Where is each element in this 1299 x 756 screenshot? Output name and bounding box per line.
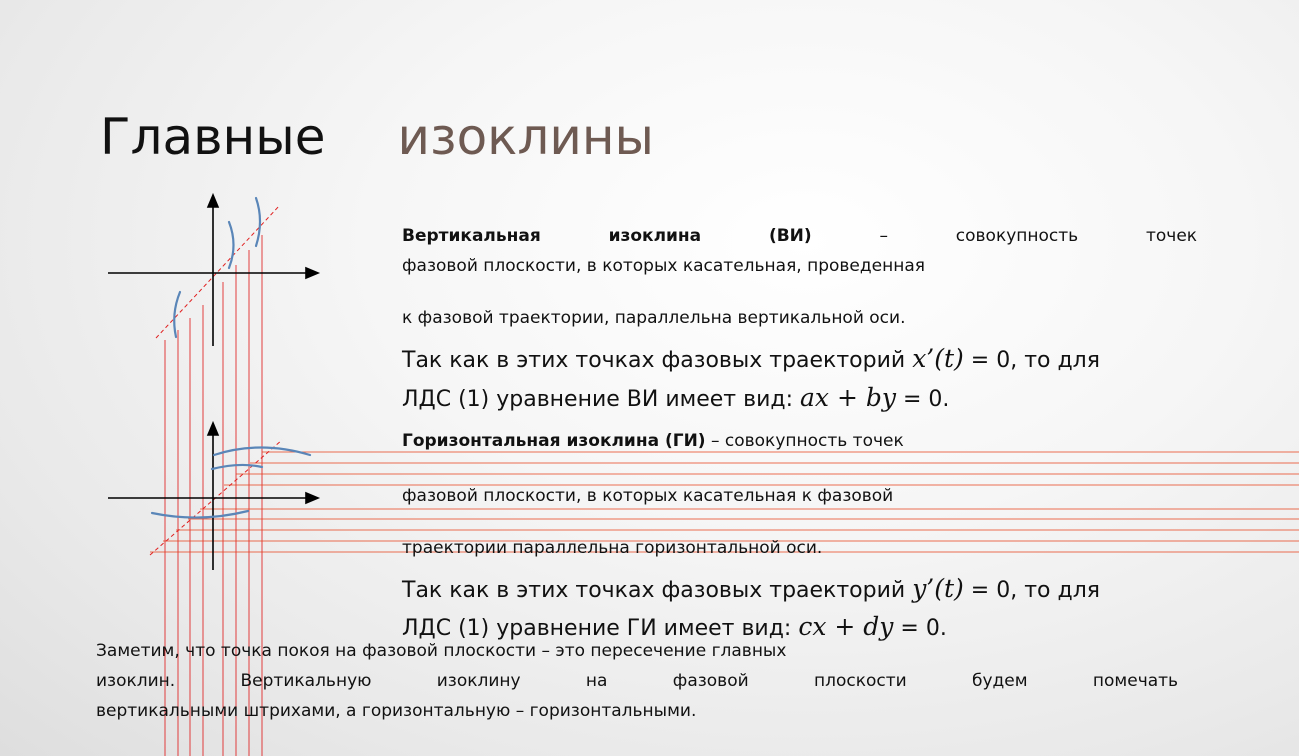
gi-eq2-math: cx + dy	[798, 612, 894, 641]
gi-eq1-end: = 0, то для	[963, 578, 1100, 603]
vi-eq1-end: = 0, то для	[963, 348, 1100, 373]
gi-equation-line-2	[402, 612, 947, 641]
vi-term-word-1: Вертикальная	[402, 226, 541, 246]
note-word-3: изоклину	[436, 671, 521, 691]
note-line-3: вертикальными штрихами, а горизонтальную – горизонтальными.	[96, 701, 697, 721]
gi-term-rest: – совокупность точек	[705, 431, 904, 451]
gi-definition-line-1	[402, 431, 904, 451]
vi-eq1-math: x’(t)	[912, 344, 964, 373]
note-word-5: фазовой	[672, 671, 749, 691]
gi-eq1-text: Так как в этих точках фазовых траекторий	[402, 578, 913, 603]
vi-eq1-text: Так как в этих точках фазовых траекторий	[402, 348, 913, 373]
gi-eq1-math: y’(t)	[912, 574, 964, 603]
vi-eq2-math: ax + by	[800, 383, 896, 412]
vertical-tangent-strokes	[174, 198, 260, 337]
note-word-1: изоклин.	[96, 671, 176, 691]
gi-eq2-end: = 0.	[893, 616, 947, 641]
note-line-1: Заметим, что точка покоя на фазовой плоскости – это пересечение главных	[96, 641, 787, 661]
note-word-7: будем	[971, 671, 1028, 691]
vi-eq2-text: ЛДС (1) уравнение ВИ имеет вид:	[402, 387, 800, 412]
bottom-diagram-axes	[108, 423, 318, 570]
vi-term-word-2: изоклина	[608, 226, 702, 246]
vi-dash: –	[879, 226, 888, 246]
vi-equation-line-1	[402, 344, 1100, 373]
title-part-1: Главные	[100, 108, 326, 166]
gi-equation-line-1	[402, 574, 1100, 603]
vi-definition-line-1	[402, 226, 1197, 246]
vi-word-collection: совокупность	[955, 226, 1079, 246]
vi-definition-line-3: к фазовой траектории, параллельна вертикальной оси.	[402, 308, 906, 328]
horizontal-tangent-strokes	[152, 448, 310, 518]
gi-eq2-text: ЛДС (1) уравнение ГИ имеет вид:	[402, 616, 799, 641]
note-word-8: помечать	[1092, 671, 1179, 691]
top-diagram-axes	[108, 195, 318, 346]
gi-definition-line-2: фазовой плоскости, в которых касательная к фазовой	[402, 486, 894, 506]
note-line-2	[96, 671, 1178, 691]
note-word-4: на	[585, 671, 608, 691]
vi-definition-line-2: фазовой плоскости, в которых касательная, проведенная	[402, 256, 925, 276]
vi-eq2-end: = 0.	[895, 387, 950, 412]
note-word-6: плоскости	[813, 671, 907, 691]
note-word-2: Вертикальную	[240, 671, 372, 691]
vi-term-abbrev: (ВИ)	[768, 226, 812, 246]
title-part-2: изоклины	[397, 108, 654, 166]
vi-equation-line-2	[402, 383, 949, 412]
gi-definition-line-3: траектории параллельна горизонтальной оси.	[402, 538, 823, 558]
gi-term: Горизонтальная изоклина (ГИ)	[402, 431, 706, 451]
vi-word-points: точек	[1145, 226, 1198, 246]
